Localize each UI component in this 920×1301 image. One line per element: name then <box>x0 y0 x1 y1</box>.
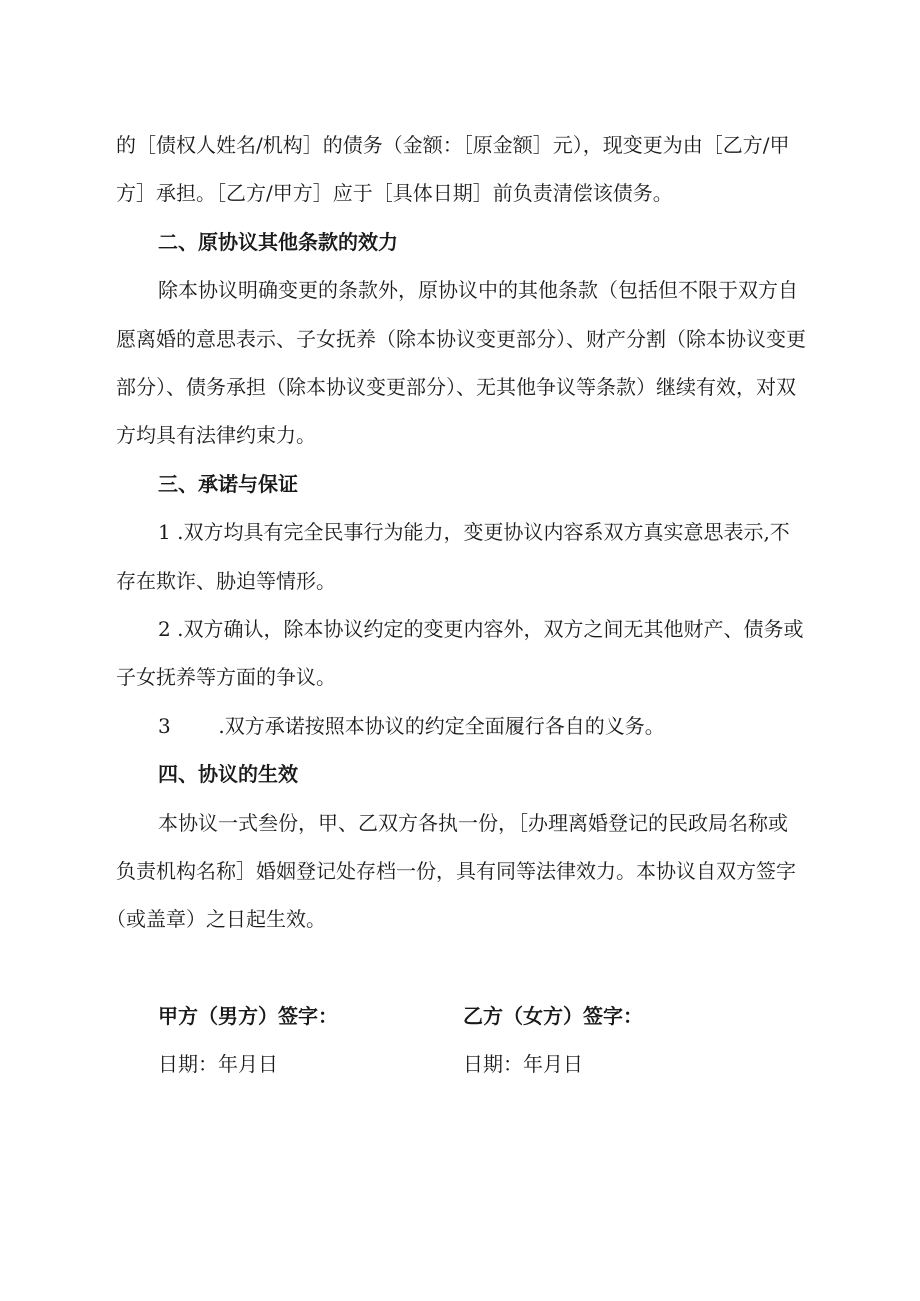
list-item-2 <box>158 616 803 642</box>
body-line-3: 除本协议明确变更的条款外，原协议中的其他条款（包括但不限于双方自 <box>158 278 798 302</box>
list-item-text: .双方确认，除本协议约定的变更内容外，双方之间无其他财产、债务或 <box>177 617 804 641</box>
list-item-number: 2 <box>158 617 171 641</box>
body-line-1: 的［债权人姓名/机构］的债务（金额：［原金额］元），现变更为由［乙方/甲 <box>116 133 790 157</box>
body-line-10: 负责机构名称］婚姻登记处存档一份，具有同等法律效力。本协议自双方签字 <box>116 859 796 883</box>
party-a-date: 日期：年月日 <box>158 1052 278 1076</box>
list-item-text: .双方承诺按照本协议的约定全面履行各自的义务。 <box>218 714 665 738</box>
section-3-heading: 三、承诺与保证 <box>158 472 298 496</box>
party-b-date: 日期：年月日 <box>463 1052 583 1076</box>
list-item-number: 3 <box>158 714 171 738</box>
body-line-8: 子女抚养等方面的争议。 <box>116 665 336 689</box>
body-line-4: 愿离婚的意思表示、子女抚养（除本协议变更部分）、财产分割（除本协议变更 <box>116 327 806 351</box>
body-line-2: 方］承担。［乙方/甲方］应于［具体日期］前负责清偿该债务。 <box>116 181 673 205</box>
list-item-3 <box>158 713 665 739</box>
body-line-9: 本协议一式叁份，甲、乙双方各执一份，［办理离婚登记的民政局名称或 <box>158 811 788 835</box>
party-a-signature-label: 甲方（男方）签字： <box>158 1004 338 1028</box>
party-b-signature-label: 乙方（女方）签字： <box>463 1004 643 1028</box>
body-line-6: 方均具有法律约束力。 <box>116 423 316 447</box>
body-line-7: 存在欺诈、胁迫等情形。 <box>116 569 336 593</box>
list-item-number: 1 <box>158 520 171 544</box>
section-4-heading: 四、协议的生效 <box>158 762 298 786</box>
section-2-heading: 二、原协议其他条款的效力 <box>158 230 398 254</box>
list-item-1 <box>158 519 790 545</box>
list-item-text: .双方均具有完全民事行为能力，变更协议内容系双方真实意思表示,不 <box>177 520 790 544</box>
body-line-5: 部分）、债务承担（除本协议变更部分）、无其他争议等条款）继续有效，对双 <box>116 375 796 399</box>
body-line-11: （或盖章）之日起生效。 <box>106 907 326 931</box>
